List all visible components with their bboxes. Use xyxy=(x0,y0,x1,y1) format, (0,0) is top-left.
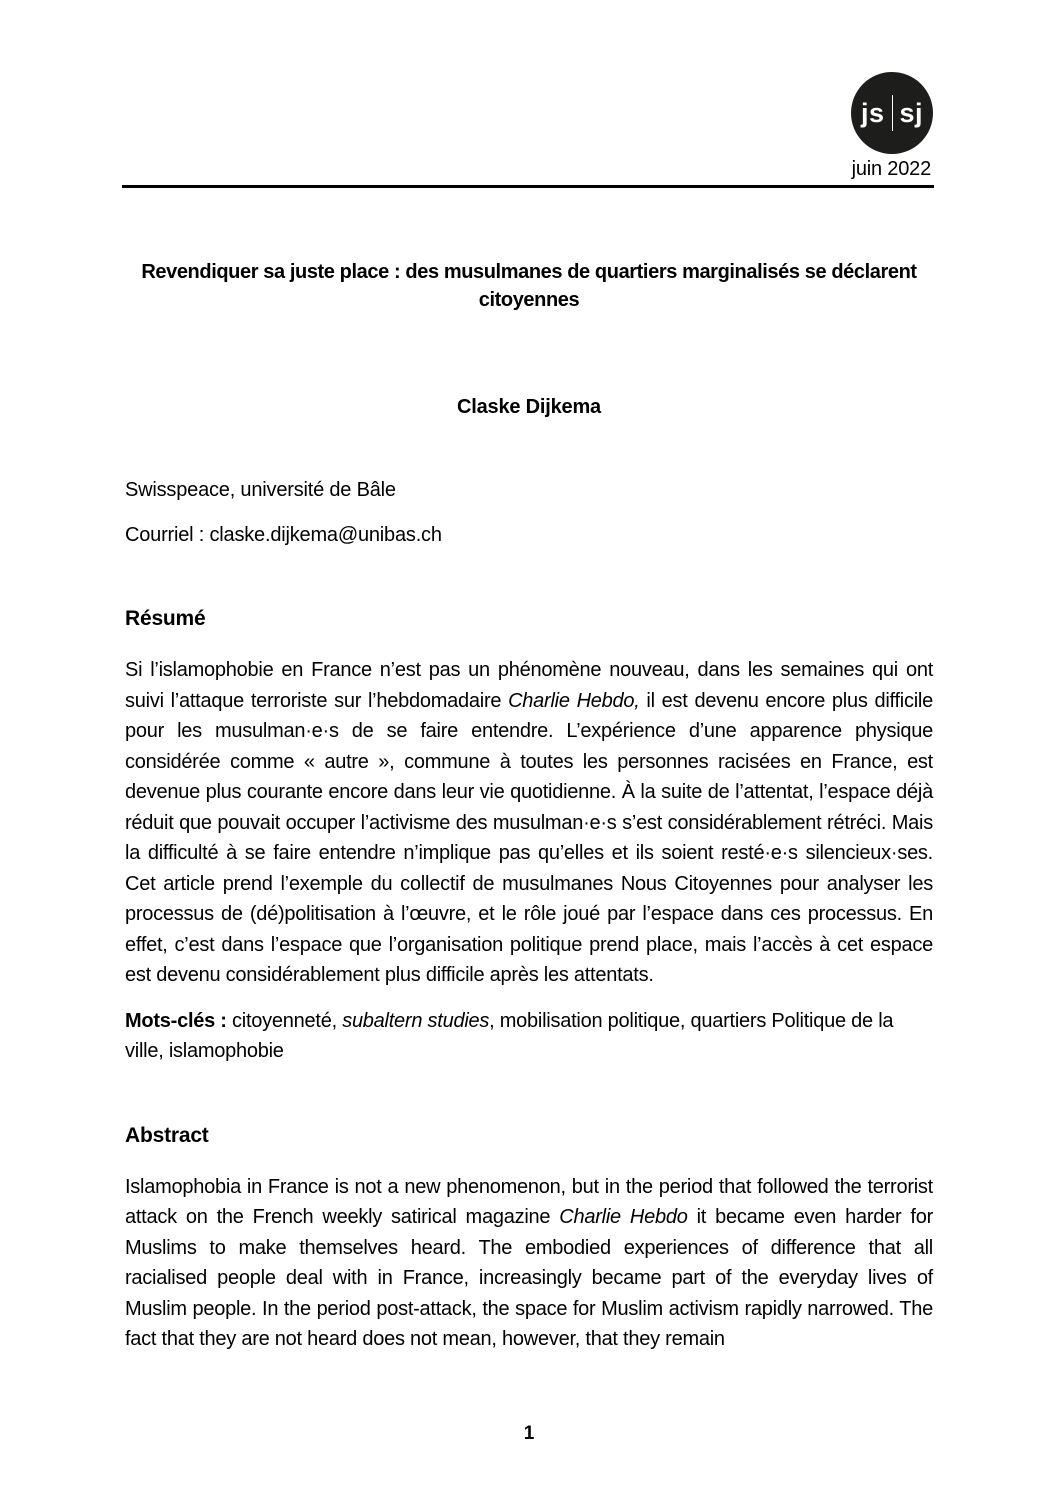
logo-text-left: js xyxy=(860,97,885,128)
abstract-heading: Abstract xyxy=(125,1123,209,1147)
article-title: Revendiquer sa juste place : des musulmanes de quartiers marginalisés se déclarent citoyennes xyxy=(141,261,917,311)
author-name: Claske Dijkema xyxy=(457,396,601,418)
logo-divider xyxy=(892,95,893,131)
author-email-line: Courriel : claske.dijkema@unibas.ch xyxy=(125,524,442,546)
resume-paragraph: Si l’islamophobie en France n’est pas un phénomène nouveau, dans les semaines qui ont suivi l’attaque terroriste sur l’hebdomadaire Charlie Hebdo, il est devenu encore plus difficile pour les musulman·e·s de se faire entendre. L’expérience d’une apparence physique considérée comme « autre », commune à toutes les personnes racisées en France, est devenue plus courante encore dans leur vie quotidienne. À la suite de l’attentat, l’espace déjà réduit que pouvait occuper l’activisme des musulman·e·s s’est considérablement rétréci. Mais la difficulté à se faire entendre n’implique pas qu’elles et ils soient resté·e·s silencieux·ses. Cet article prend l’exemple du collectif de musulmanes Nous Citoyennes pour analyser les processus de (dé)politisation à l’œuvre, et le rôle joué par l’espace dans ces processus. En effet, c’est dans l’espace que l’organisation politique prend place, mais l’accès à cet espace est devenu considérablement plus difficile après les attentats. xyxy=(125,659,934,986)
keywords-line: Mots-clés : citoyenneté, subaltern studies, mobilisation politique, quartiers Politique de la ville, islamophobie xyxy=(125,1009,894,1062)
jssj-logo xyxy=(851,72,933,154)
author-affiliation: Swisspeace, université de Bâle xyxy=(125,479,396,501)
resume-heading: Résumé xyxy=(125,607,206,630)
abstract-paragraph: Islamophobia in France is not a new phenomenon, but in the period that followed the terrorist attack on the French weekly satirical magazine Charlie Hebdo it became even harder for Muslims to make themselves heard. The embodied experiences of difference that all racialised people deal with in France, increasingly became part of the everyday lives of Muslim people. In the period post-attack, the space for Muslim activism rapidly narrowed. The fact that they are not heard does not mean, however, that they remain xyxy=(125,1175,933,1350)
page-number: 1 xyxy=(523,1423,535,1444)
header-rule xyxy=(122,185,934,188)
issue-date: juin 2022 xyxy=(851,158,931,180)
page-header xyxy=(125,0,933,188)
logo-text-right: sj xyxy=(899,97,924,128)
